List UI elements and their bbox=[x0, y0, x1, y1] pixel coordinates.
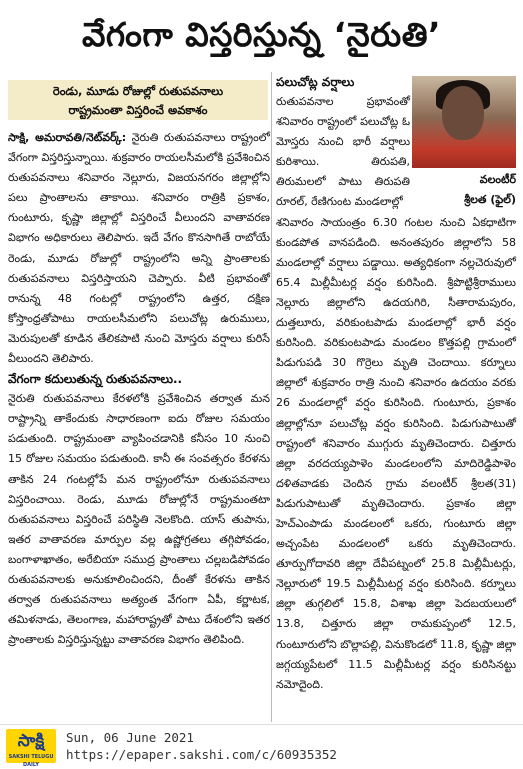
column-divider bbox=[271, 72, 272, 722]
left-paragraph-1-text: నైరుతి రుతుపవనాలు రాష్ట్రంలో వేగంగా విస్తరిస్తున్నాయి. శుక్రవారం రాయలసీమలోకి ప్రవేశించిన రుతుపవనాలు శనివారం నెల్లూరు, విజయనగరం జిల్లాల్లోని పలు ప్రాంతాలను తాకాయి. శనివారం రాత్రికి ప్రకాశం, గుంటూరు, కృష్ణా జిల్లాల్లో విస్తరించే వీలుందని వాతావరణ విభాగం అధికారులు తెలిపారు. ఇదే వేగం కొనసాగితే రాబోయే రెండు, మూడు రోజుల్లో రాష్ట్రంలోని అన్ని ప్రాంతాలకు రుతుపవనాలు విస్తరిస్తాయని చెప్పారు. వీటి ప్రభావంతో రానున్న 48 గంటల్లో రాష్ట్రంలోని ఉత్తర, దక్షిణ కోస్తాంధ్రతోపాటు రాయలసీమలోని పలుచోట్ల ఉరుములు, మెరుపులతో కూడిన తేలికపాటి నుంచి మోస్తరు వర్షాలు కురిసే వీలుందని తెలిపారు. bbox=[8, 131, 270, 366]
edition-date: Sun, 06 June 2021 bbox=[66, 730, 194, 745]
right-column bbox=[276, 72, 516, 695]
sakshi-logo-text: సాక్షి bbox=[17, 731, 45, 751]
subhead-line-2: రాష్ట్రమంతా విస్తరించే అవకాశం bbox=[68, 103, 208, 117]
right-paragraph-2: శనివారం సాయంత్రం 6.30 గంటల నుంచి ఏకధాటిగా కుండపోత వానపడింది. అనంతపురం జిల్లాలోని 58 మండలాల్లో వర్షాలు పడ్డాయి. అత్యధికంగా నల్లచెరువులో 65.4 మిల్లీమీటర్ల వర్షం కురిసింది. శ్రీపొట్టిశ్రీరాములు నెల్లూరు జిల్లాలోని ఉదయగిరి, సీతారామపురం, దుత్తలూరు, వరికుంటపాడు మండలాల్లో భారీ వర్షం కురిసింది. వరికుంటపాడు మండలం కొత్తపల్లి గ్రామంలో పిడుగుపడి 30 గొర్రెలు మృతి చెందాయి. కర్నూలు జిల్లాలో శుక్రవారం రాత్రి నుంచి శనివారం ఉదయం వరకు 26 మండలాల్లో వర్షం కురిసింది. గుంటూరు, ప్రకాశం జిల్లాల్లోనూ పలుచోట్ల వర్షం కురిసింది. పిడుగుపాటుతో రాష్ట్రంలో శనివారం ముగ్గురు మృతిచెందారు. చిత్తూరు జిల్లా వరదయ్యపాళెం మండలంలోని మాదిరెడ్డిపాళెం దళితవాడకు చెందిన గ్రామ వలంటీర్‌ శ్రీలత(31) పిడుగుపాటుతో మృతిచెందారు. ప్రకాశం జిల్లా హెచ్‌ఎంపాడు మండలంలో ఒకరు, గుంటూరు జిల్లా అచ్చంపేట మండలంలో ఒకరు మృతిచెందారు. తూర్పుగోదావరి జిల్లా దేవీపట్నంలో 25.8 మిల్లీమీటర్లు, నెల్లూరులో 19.5 మిల్లీమీటర్ల వర్షం కురిసింది. కర్నూలు జిల్లా తుగ్గలిలో 15.8, విశాఖ జిల్లా పెదబయలులో 13.8, చిత్తూరు జిల్లా రామకుప్పంలో 12.5, గుంటూరులోని బొల్లాపల్లి, వినుకొండలో 11.8, కృష్ణా జిల్లా జగ్గయ్యపేటలో 11.5 మిల్లీమీటర్ల వర్షం కురిసినట్టు నమోదైంది. bbox=[276, 215, 516, 691]
photo-caption-line-1: వలంటీర్‌ bbox=[479, 173, 516, 186]
epaper-url[interactable]: https://epaper.sakshi.com/c/60935352 bbox=[66, 747, 337, 762]
sakshi-logo[interactable] bbox=[6, 729, 56, 768]
footer-meta bbox=[66, 729, 337, 763]
subhead-line-1: రెండు, మూడు రోజుల్లో రుతుపవనాలు bbox=[52, 84, 224, 98]
photo-caption bbox=[412, 170, 516, 210]
epaper-footer bbox=[0, 724, 523, 767]
left-paragraph-1 bbox=[8, 128, 270, 369]
section-heading-monsoon: వేగంగా కదులుతున్న రుతుపవనాలు.. bbox=[8, 372, 183, 387]
left-paragraph-2: నైరుతి రుతుపవనాలు కేరళలోకి ప్రవేశించిన తర్వాత మన రాష్ట్రాన్ని తాకేందుకు సాధారణంగా ఐదు రోజుల సమయం పడుతుంది. రాష్ట్రమంతా వ్యాపించడానికి కనీసం 10 నుంచి 15 రోజుల సమయం పడుతుంది. కానీ ఈ సంవత్సరం కేరళను తాకిన 24 గంటల్లోపే మన రాష్ట్రంలోనూ రుతుపవనాలు విస్తరించాయి. రెండు, మూడు రోజుల్లోనే రాష్ట్రమంతటా రుతుపవనాలు విస్తరించే పరిస్థితి నెలకొంది. యాస్‌ తుపాను, ఇతర వాతావరణ మార్పుల వల్ల ఉష్ణోగ్రతలు తగ్గిపోవడం, బంగాళాఖాతం, అరేబియా సముద్ర ప్రాంతాలు చల్లబడిపోవడం రుతుపవనాలకు అనుకూలించిందని, దీంతో కేరళను తాకిన తర్వాత రుతుపవనాలు అత్యంత వేగంగా ఏపీ, కర్ణాటక, తమిళనాడు, తెలంగాణ, మహారాష్ట్రతో పాటు దేశంలోని ఇతర ప్రాంతాలకు విస్తరిస్తున్నట్టు వాతావరణ విభాగం తెలిపింది. bbox=[8, 392, 270, 647]
right-paragraph-1: రుతుపవనాల ప్రభావంతో శనివారం రాష్ట్రంలో పలుచోట్ల ఓ మోస్తరు నుంచి భారీ వర్షాలు కురిశాయి. తిరుపతి, తిరుమలలో పాటు తిరుపతి రూరల్‌, రేణిగుంట మండలాల్లో bbox=[276, 95, 410, 209]
headline: వేగంగా విస్తరిస్తున్న ‘నైరుతి’ bbox=[81, 15, 442, 54]
dateline: సాక్షి, అమరావతి/నెట్‌వర్క్: bbox=[8, 131, 127, 144]
section-heading-rains: పలుచోట్ల వర్షాలు bbox=[276, 75, 355, 89]
subhead-box bbox=[8, 80, 268, 120]
sakshi-logo-subtitle: SAKSHI TELUGU DAILY bbox=[8, 754, 54, 768]
left-column bbox=[8, 128, 270, 650]
photo-caption-line-2: శ్రీలత (ఫైల్‌) bbox=[464, 193, 516, 206]
